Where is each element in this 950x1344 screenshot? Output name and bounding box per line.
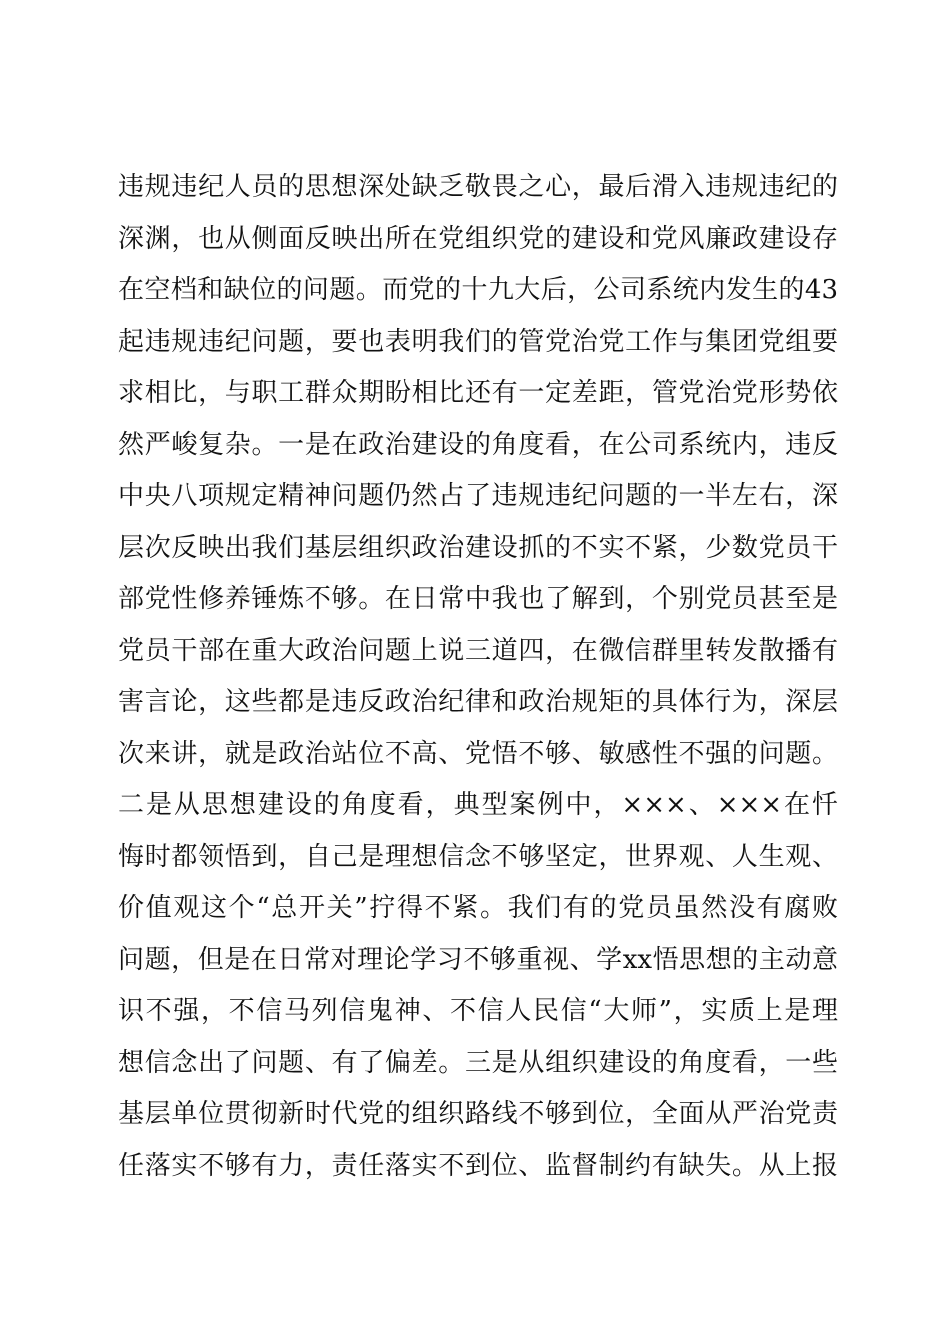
text-line: 起违规违纪问题，要也表明我们的管党治党工作与集团党组要 <box>118 326 838 357</box>
text-line: 识不强，不信马列信鬼神、不信人民信“大师”，实质上是理 <box>118 996 838 1026</box>
text-line: 悔时都领悟到，自己是理想信念不够坚定，世界观、人生观、 <box>118 841 838 872</box>
text-line: 害言论，这些都是违反政治纪律和政治规矩的具体行为，深层 <box>118 687 838 717</box>
text-line: 次来讲，就是政治站位不高、党悟不够、敏感性不强的问题。 <box>118 738 838 769</box>
text-line: 基层单位贯彻新时代党的组织路线不够到位，全面从严治党责 <box>118 1099 838 1129</box>
text-line: 违规违纪人员的思想深处缺乏敬畏之心，最后滑入违规违纪的 <box>118 172 838 202</box>
text-line: 党员干部在重大政治问题上说三道四，在微信群里转发散播有 <box>118 635 838 666</box>
text-line: 求相比，与职工群众期盼相比还有一定差距，管党治党形势依 <box>118 378 838 408</box>
text-line: 任落实不够有力，责任落实不到位、监督制约有缺失。从上报 <box>118 1150 838 1181</box>
text-line: 深渊，也从侧面反映出所在党组织党的建设和党风廉政建设存 <box>118 223 838 254</box>
text-line: 然严峻复杂。一是在政治建设的角度看，在公司系统内，违反 <box>118 429 838 460</box>
text-line: 部党性修养锤炼不够。在日常中我也了解到，个别党员甚至是 <box>118 584 838 614</box>
text-line: 层次反映出我们基层组织政治建设抓的不实不紧，少数党员干 <box>118 532 838 563</box>
text-line: 二是从思想建设的角度看，典型案例中，×××、×××在忏 <box>118 790 838 820</box>
text-line: 问题，但是在日常对理论学习不够重视、学xx悟思想的主动意 <box>118 944 838 975</box>
text-line: 在空档和缺位的问题。而党的十九大后，公司系统内发生的43 <box>118 275 838 305</box>
text-line: 想信念出了问题、有了偏差。三是从组织建设的角度看，一些 <box>118 1047 838 1078</box>
body-text <box>118 162 838 1192</box>
text-line: 中央八项规定精神问题仍然占了违规违纪问题的一半左右，深 <box>118 481 838 511</box>
text-line: 价值观这个“总开关”拧得不紧。我们有的党员虽然没有腐败 <box>118 893 838 923</box>
